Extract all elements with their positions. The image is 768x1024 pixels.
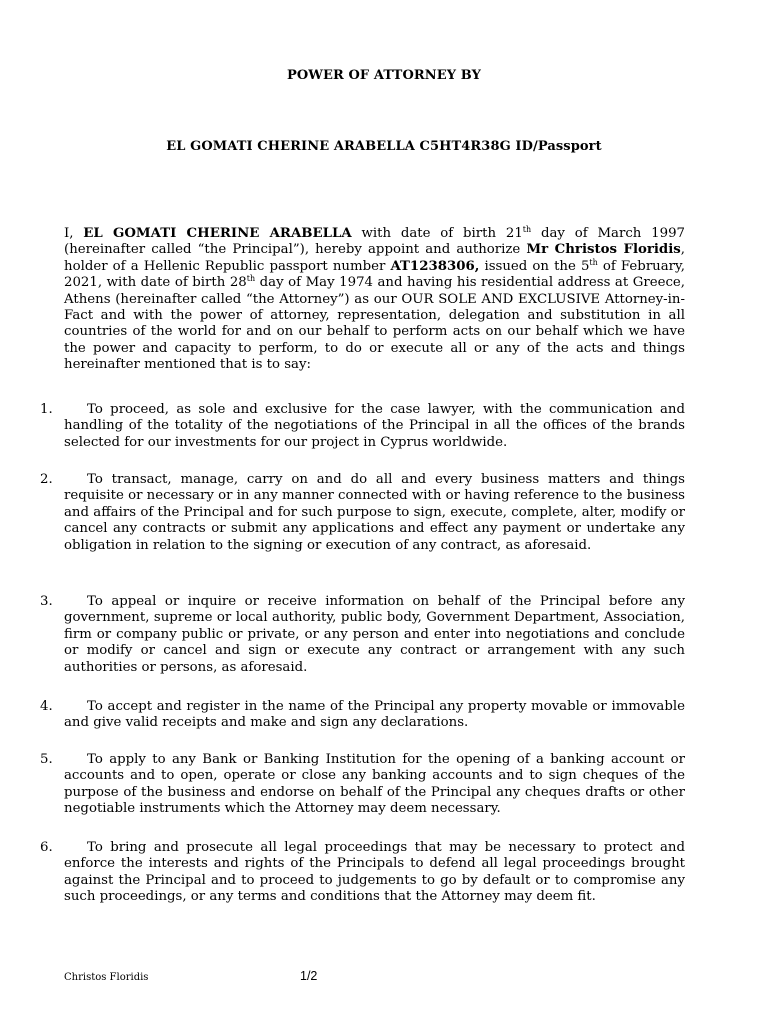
item-number: 3. xyxy=(40,594,53,609)
item-text: To appeal or inquire or receive information on behalf of the Principal before any government, supreme or local authority, public body, Government Department, Association, firm or company public or private, or any person and enter into negotiations and conclude or modify or cancel and sign or execute any contract or arrangement with any such authorities or persons, as aforesaid. xyxy=(64,594,685,675)
item-number: 1. xyxy=(40,402,53,417)
footer-signer: Christos Floridis xyxy=(64,972,149,983)
intro-text: of February, 2021, with date of birth 28 xyxy=(64,258,685,291)
document-subtitle: EL GOMATI CHERINE ARABELLA C5HT4R38G ID/Passport xyxy=(166,139,602,154)
intro-text: day of May 1974 and having his residential address at Greece, Athens (hereinafter called “the Attorney”) as our OUR SOLE AND EXCLUSIVE Attorney-in-Fact and with the power of attorney, representation, delegation and substitution in all countries of the world for and on our behalf to perform acts on our behalf which we have the power and capacity to perform, to do or execute all or any of the acts and things hereinafter mentioned that is to say: xyxy=(64,275,685,373)
item-number: 6. xyxy=(40,840,53,855)
intro-text: day of March 1997 (hereinafter called “the Principal”), hereby appoint and authorize xyxy=(64,226,685,258)
item-number: 4. xyxy=(40,699,53,714)
ordinal-suffix: th xyxy=(246,274,256,284)
ordinal-suffix: th xyxy=(589,257,598,267)
attorney-name: Mr Christos Floridis xyxy=(526,242,681,258)
page-number: 1/2 xyxy=(300,969,318,983)
intro-text: I, xyxy=(64,226,84,241)
document-title: POWER OF ATTORNEY BY xyxy=(286,68,482,83)
intro-text: issued on the 5 xyxy=(479,258,590,274)
intro-paragraph xyxy=(64,226,685,374)
item-text: To bring and prosecute all legal proceedings that may be necessary to protect and enforce the interests and rights of the Principals to defend all legal proceedings brought against the Principal and to proceed to judgements to go by default or to compromise any such proceedings, or any terms and conditions that the Attorney may deem fit. xyxy=(64,840,685,905)
item-text: To proceed, as sole and exclusive for the case lawyer, with the communication and handling of the totality of the negotiations of the Principal in all the offices of the brands selected for our investments for our project in Cyprus worldwide. xyxy=(64,402,685,450)
item-text: To transact, manage, carry on and do all and every business matters and things requisite or necessary or in any manner connected with or having reference to the business and affairs of the Principal and for such purpose to sign, execute, complete, alter, modify or cancel any contracts or submit any applications and effect any payment or undertake any obligation in relation to the signing or execution of any contract, as aforesaid. xyxy=(64,472,685,553)
principal-name: EL GOMATI CHERINE ARABELLA xyxy=(83,226,352,241)
intro-text: with date of birth 21 xyxy=(351,226,523,241)
item-number: 5. xyxy=(40,752,53,767)
passport-number: AT1238306, xyxy=(390,258,480,274)
item-text: To apply to any Bank or Banking Institution for the opening of a banking account or accounts and to open, operate or close any banking accounts and to sign cheques of the purpose of the business and endorse on behalf of the Principal any cheques drafts or other negotiable instruments which the Attorney may deem necessary. xyxy=(64,752,685,817)
intro-text: , holder of a Hellenic Republic passport number xyxy=(64,242,685,274)
item-number: 2. xyxy=(40,472,53,487)
item-text: To accept and register in the name of the Principal any property movable or immovable and give valid receipts and make and sign any declarations. xyxy=(64,699,685,731)
ordinal-suffix: th xyxy=(522,225,532,234)
